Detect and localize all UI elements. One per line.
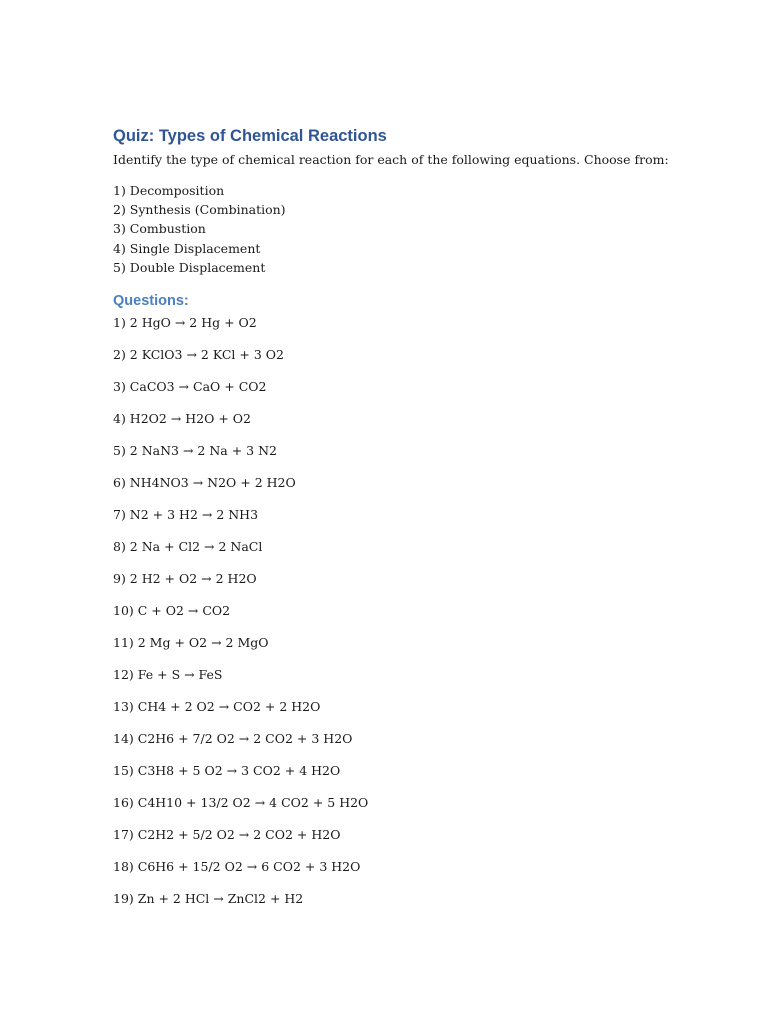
choice-item: 3) Combustion	[113, 221, 206, 237]
question-item: 1) 2 HgO → 2 Hg + O2	[113, 315, 257, 331]
question-item: 12) Fe + S → FeS	[113, 667, 223, 683]
question-item: 13) CH4 + 2 O2 → CO2 + 2 H2O	[113, 699, 321, 715]
question-item: 19) Zn + 2 HCl → ZnCl2 + H2	[113, 891, 304, 907]
question-item: 14) C2H6 + 7/2 O2 → 2 CO2 + 3 H2O	[113, 731, 353, 747]
question-item: 7) N2 + 3 H2 → 2 NH3	[113, 507, 259, 523]
choice-item: 1) Decomposition	[113, 183, 225, 198]
question-item: 4) H2O2 → H2O + O2	[113, 411, 252, 427]
reaction-type-choices	[113, 181, 673, 277]
question-item: 3) CaCO3 → CaO + CO2	[113, 379, 267, 395]
question-item: 11) 2 Mg + O2 → 2 MgO	[113, 635, 269, 651]
question-item: 6) NH4NO3 → N2O + 2 H2O	[113, 475, 296, 491]
question-item: 2) 2 KClO3 → 2 KCl + 3 O2	[113, 347, 284, 363]
choice-item: 5) Double Displacement	[113, 259, 266, 275]
question-item: 16) C4H10 + 13/2 O2 → 4 CO2 + 5 H2O	[113, 795, 369, 811]
choice-item: 4) Single Displacement	[113, 240, 261, 256]
question-item: 17) C2H2 + 5/2 O2 → 2 CO2 + H2O	[113, 827, 341, 843]
question-item: 8) 2 Na + Cl2 → 2 NaCl	[113, 539, 263, 555]
questions-heading: Questions:	[113, 293, 189, 310]
question-item: 10) C + O2 → CO2	[113, 603, 231, 619]
question-item: 9) 2 H2 + O2 → 2 H2O	[113, 571, 257, 587]
quiz-title: Quiz: Types of Chemical Reactions	[113, 127, 387, 145]
document-body	[113, 125, 673, 922]
instructions-text: Identify the type of chemical reaction for each of the following equations. Choose from:	[113, 152, 669, 167]
question-item: 15) C3H8 + 5 O2 → 3 CO2 + 4 H2O	[113, 763, 341, 779]
question-item: 5) 2 NaN3 → 2 Na + 3 N2	[113, 443, 277, 459]
choice-item: 2) Synthesis (Combination)	[113, 202, 286, 218]
question-list	[113, 314, 673, 922]
question-item: 18) C6H6 + 15/2 O2 → 6 CO2 + 3 H2O	[113, 859, 361, 875]
